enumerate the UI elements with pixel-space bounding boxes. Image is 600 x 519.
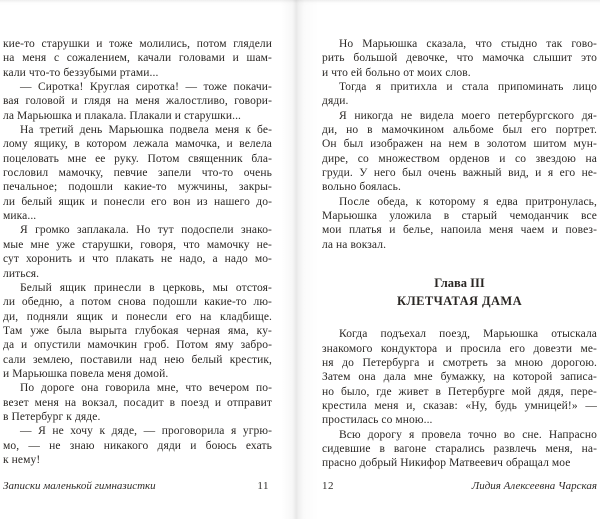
text-line: гословил мамочку, певчие запели что-то очень <box>3 167 272 180</box>
text-line: и что ей больно от моих слов. <box>322 66 471 79</box>
text-line: простилась со мною... <box>322 414 433 427</box>
text-line: кали что-то беззубыми ртами... <box>3 66 159 79</box>
running-title: Записки маленькой гимназистки <box>3 480 156 492</box>
text-line: рить большой девочке, что мамочка слышит это <box>322 52 597 65</box>
text-line: крестила меня и, сказав: «Ну, будь умницей!» — <box>322 399 597 412</box>
page-left-text-block <box>3 37 272 467</box>
page-right-text-after-heading <box>322 327 597 470</box>
text-line: вольно боялась. <box>322 181 401 194</box>
text-line: После обеда, к которому я едва притронулась, <box>339 195 597 208</box>
text-line: на меня с сожалением, качали головами и шам- <box>3 52 272 65</box>
page-left-footer <box>3 480 269 492</box>
text-line: Я никогда не видела моего петербургского дя- <box>339 109 597 122</box>
text-line: лому ящику, в котором лежала мамочка, и велела <box>3 138 272 151</box>
text-line: На третий день Марьюшка подвела меня к бе- <box>20 124 272 137</box>
text-line: сали землею, поставили над нею белый крестик, <box>3 353 272 366</box>
text-line: груди. У него был очень важный вид, и я его не- <box>322 167 597 180</box>
text-line: Он был изображен на нем в золотом шитом мун- <box>322 138 597 151</box>
text-line: да и опустили мамочкин гроб. Потом яму забро- <box>3 339 272 352</box>
text-line: Всю дорогу я провела точно во сне. Напрасно <box>339 428 597 441</box>
text-line: мика... <box>3 210 37 223</box>
chapter-number: Глава III <box>434 276 485 291</box>
text-line: ли обедню, а потом снова подошли какие-то лю- <box>3 296 272 309</box>
text-line: дяди. <box>322 95 349 108</box>
chapter-title: КЛЕТЧАТАЯ ДАМА <box>396 294 523 309</box>
text-line: По дороге она говорила мне, что вечером по- <box>20 382 272 395</box>
text-line: сут хоронить и что плакать не надо, а надо мо- <box>3 253 272 266</box>
text-line: прасно добрый Никифор Матвеевич обращал мое <box>322 457 571 470</box>
page-right-footer <box>322 480 597 492</box>
page-right-text-block <box>322 37 597 471</box>
text-line: ли белый ящик и понесли его вон из нашего до- <box>3 195 272 208</box>
text-line: Марьюшка уложила в старый чемоданчик все <box>322 210 597 223</box>
text-line: Я громко заплакала. Но тут подоспели знако- <box>20 224 272 237</box>
text-line: ди, подняли ящик и понесли его на кладбище. <box>3 310 272 323</box>
chapter-heading <box>322 274 597 310</box>
text-line: кие-то старушки и тоже молились, потом глядели <box>3 38 272 50</box>
text-line: мые мне уже старушки, говоря, что мамочку не- <box>3 238 272 251</box>
text-line: ди, но в мамочкином альбоме был его портрет. <box>322 124 597 137</box>
text-line: мо, — не знаю никакого дяди и боюсь ехать <box>3 439 272 452</box>
text-line: — Сиротка! Круглая сиротка! — тоже покачи- <box>20 81 272 94</box>
text-line: ла Марьюшка и плакала. Плакали и старушки... <box>3 109 242 122</box>
text-line: но было, где живет в Петербурге мой дядя, пере- <box>322 385 597 398</box>
page-right-text-before-heading <box>322 37 597 252</box>
text-line: сидевшие в вагоне старались развлечь меня, на- <box>322 442 597 455</box>
text-line: знакомого кондуктора и просила его довезти ме- <box>322 342 597 355</box>
text-line: Когда подъехал поезд, Марьюшка отыскала <box>339 328 597 341</box>
text-line: везет меня на вокзал, посадит в поезд и отправит <box>3 396 272 409</box>
text-line: ла на вокзал. <box>322 238 387 251</box>
text-line: литься. <box>3 267 40 280</box>
text-line: Там уже была вырыта глубокая черная яма, ку- <box>3 324 272 337</box>
text-line: Белый ящик принесли в церковь, мы отстоя- <box>20 281 272 294</box>
page-number-left: 11 <box>257 480 269 492</box>
text-line: к нему! <box>3 453 41 466</box>
text-line: и Марьюшка повела меня домой. <box>3 367 169 380</box>
text-line: дире, со множеством орденов и со звездою на <box>322 152 597 165</box>
page-right <box>300 0 600 519</box>
text-line: мои платья и белье, напоила меня чаем и повез- <box>322 224 597 237</box>
text-line: в Петербург к дяде. <box>3 410 101 423</box>
running-author: Лидия Алексеевна Чарская <box>471 480 597 492</box>
text-line: Но Марьюшка сказала, что стыдно так гово- <box>339 38 597 50</box>
page-number-right: 12 <box>322 480 334 492</box>
text-line: Тогда я притихла и стала припоминать лицо <box>339 81 597 94</box>
text-line: ня до Петербурга и смотреть за мною дорогою. <box>322 356 597 369</box>
text-line: печальное; подошли какие-то мужчины, закры- <box>3 181 272 194</box>
text-line: вая головой и глядя на меня жалостливо, говори- <box>3 95 272 108</box>
text-line: поцеловать мне ее руку. Потом священник бла- <box>3 152 272 165</box>
text-line: Затем она дала мне бумажку, на которой записа- <box>322 371 597 384</box>
text-line: — Я не хочу к дяде, — проговорила я угрю- <box>20 425 272 438</box>
